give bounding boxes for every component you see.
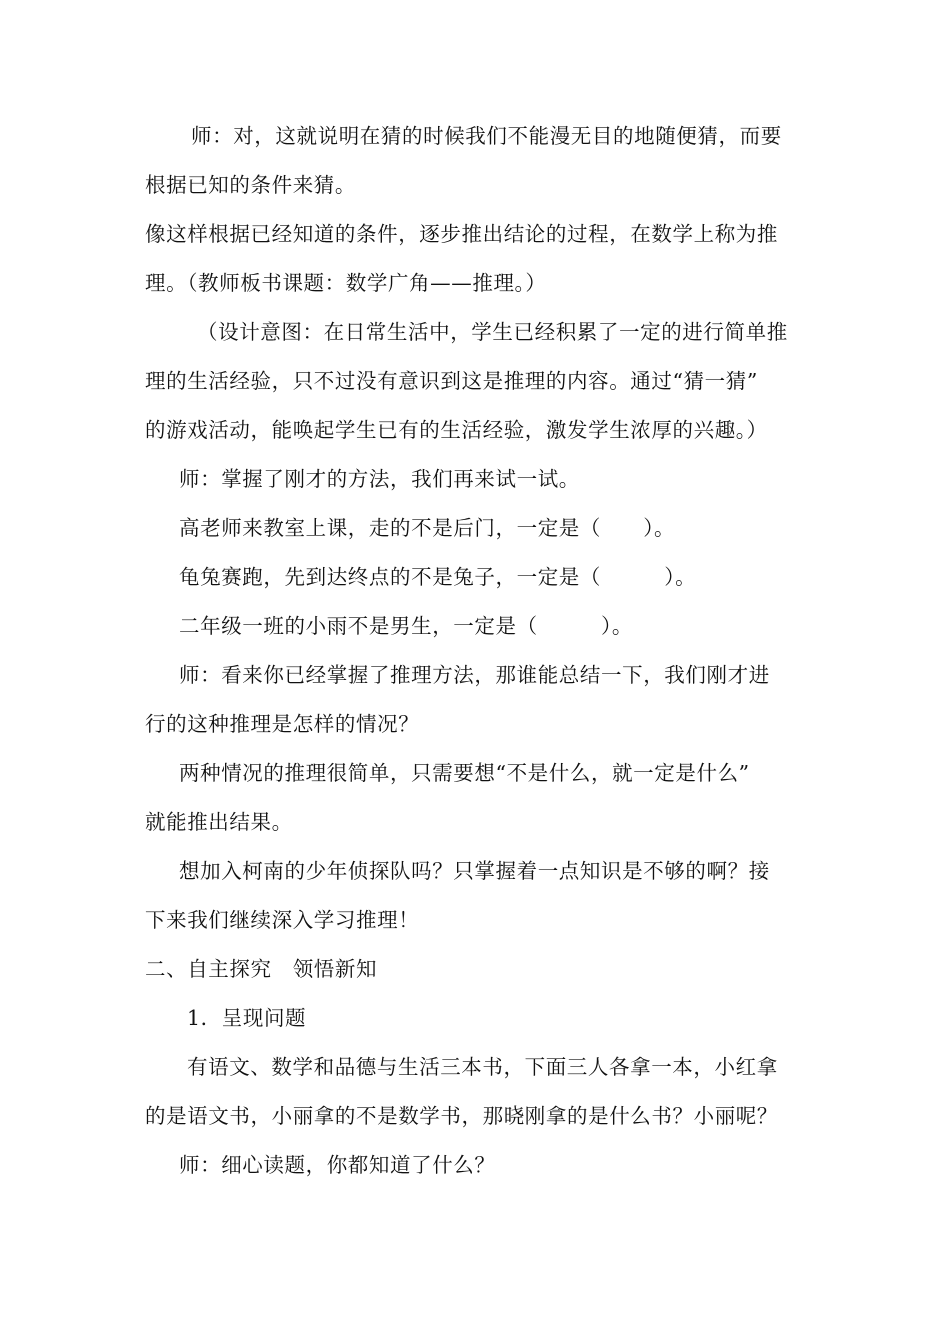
subsection-heading: 1．呈现问题 [187,1006,307,1030]
paragraph-line: 师：细心读题，你都知道了什么？ [179,1153,496,1177]
paragraph-line: 师：看来你已经掌握了推理方法，那谁能总结一下，我们刚才进 [179,663,770,687]
paragraph-line: 龟兔赛跑，先到达终点的不是兔子，一定是（ ）。 [179,565,697,589]
paragraph-line: 师：掌握了刚才的方法，我们再来试一试。 [179,467,580,491]
paragraph-line: 高老师来教室上课，走的不是后门，一定是（ ）。 [179,516,676,540]
paragraph-line: （设计意图：在日常生活中，学生已经积累了一定的进行简单推 [197,320,788,344]
paragraph-line: 两种情况的推理很简单，只需要想“不是什么，就一定是什么” [179,761,750,785]
paragraph-line: 二年级一班的小雨不是男生，一定是（ ）。 [179,614,633,638]
document-page [145,112,810,1190]
paragraph-line: 下来我们继续深入学习推理！ [145,908,420,932]
paragraph-line: 的是语文书，小丽拿的不是数学书，那晓刚拿的是什么书？小丽呢？ [145,1104,778,1128]
paragraph-line: 根据已知的条件来猜。 [145,173,356,197]
paragraph-line: 行的这种推理是怎样的情况？ [145,712,420,736]
paragraph-line: 的游戏活动，能唤起学生已有的生活经验，激发学生浓厚的兴趣。） [145,418,768,442]
paragraph-line: 想加入柯南的少年侦探队吗？只掌握着一点知识是不够的啊？接 [179,859,770,883]
paragraph-line: 有语文、数学和品德与生活三本书，下面三人各拿一本，小红拿 [187,1055,778,1079]
paragraph-line: 就能推出结果。 [145,810,293,834]
paragraph-line: 理。（教师板书课题：数学广角——推理。） [145,271,547,295]
paragraph-line: 师：对，这就说明在猜的时候我们不能漫无目的地随便猜，而要 [191,124,782,148]
section-heading: 二、自主探究 领悟新知 [145,957,378,981]
paragraph-line: 理的生活经验，只不过没有意识到这是推理的内容。通过“猜一猜” [145,369,758,393]
paragraph-line: 像这样根据已经知道的条件，逐步推出结论的过程，在数学上称为推 [145,222,778,246]
